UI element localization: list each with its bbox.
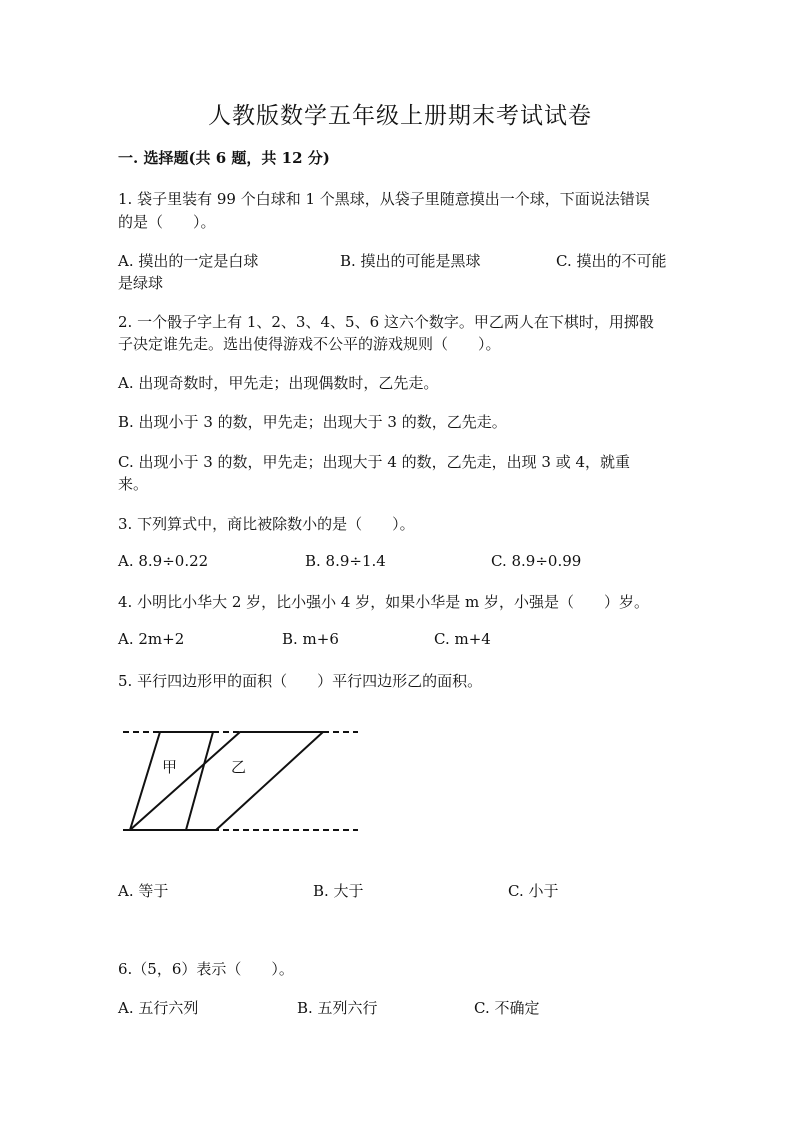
q4-option-b: B. m+6 — [282, 630, 339, 648]
parallelogram-yi — [130, 732, 323, 830]
q2-stem-line1: 2. 一个骰子字上有 1、2、3、4、5、6 这六个数字。甲乙两人在下棋时，用掷骰 — [118, 313, 654, 331]
q5-stem: 5. 平行四边形甲的面积（ ）平行四边形乙的面积。 — [118, 672, 483, 690]
q2-option-a: A. 出现奇数时，甲先走；出现偶数时，乙先走。 — [118, 374, 439, 392]
q5-option-b: B. 大于 — [313, 882, 364, 900]
q1-option-a: A. 摸出的一定是白球 — [118, 252, 259, 270]
q6-option-b: B. 五列六行 — [297, 999, 378, 1017]
q3-stem: 3. 下列算式中，商比被除数小的是（ ）。 — [118, 515, 415, 533]
q1-option-c-cont: 是绿球 — [118, 274, 164, 292]
q4-option-a: A. 2m+2 — [118, 630, 185, 648]
parallelogram-jia — [130, 732, 213, 830]
q3-option-b: B. 8.9÷1.4 — [305, 552, 386, 570]
label-jia: 甲 — [162, 758, 178, 776]
label-yi: 乙 — [231, 758, 247, 776]
q6-option-a: A. 五行六列 — [118, 999, 199, 1017]
q1-stem-line2: 的是（ ）。 — [118, 213, 216, 231]
section-heading: 一. 选择题(共 6 题，共 12 分) — [118, 149, 330, 167]
q3-option-c: C. 8.9÷0.99 — [491, 552, 582, 570]
q2-stem-line2: 子决定谁先走。选出使得游戏不公平的游戏规则（ ）。 — [118, 335, 501, 353]
q6-stem: 6.（5，6）表示（ ）。 — [118, 960, 294, 978]
q5-option-a: A. 等于 — [118, 882, 169, 900]
q6-option-c: C. 不确定 — [474, 999, 540, 1017]
page-title: 人教版数学五年级上册期末考试试卷 — [208, 103, 592, 129]
q4-option-c: C. m+4 — [434, 630, 491, 648]
q2-option-c-line1: C. 出现小于 3 的数，甲先走；出现大于 4 的数，乙先走，出现 3 或 4，就重 — [118, 453, 631, 471]
q3-option-a: A. 8.9÷0.22 — [118, 552, 209, 570]
q1-option-b: B. 摸出的可能是黑球 — [340, 252, 481, 270]
q2-option-b: B. 出现小于 3 的数，甲先走；出现大于 3 的数，乙先走。 — [118, 413, 507, 431]
q2-option-c-line2: 来。 — [118, 475, 149, 493]
q4-stem: 4. 小明比小华大 2 岁，比小强小 4 岁，如果小华是 m 岁，小强是（ ）岁。 — [118, 593, 650, 611]
q1-stem-line1: 1. 袋子里装有 99 个白球和 1 个黑球，从袋子里随意摸出一个球，下面说法错误 — [118, 190, 650, 208]
q5-option-c: C. 小于 — [508, 882, 559, 900]
parallelogram-figure — [118, 720, 368, 840]
q1-option-c: C. 摸出的不可能 — [556, 252, 667, 270]
